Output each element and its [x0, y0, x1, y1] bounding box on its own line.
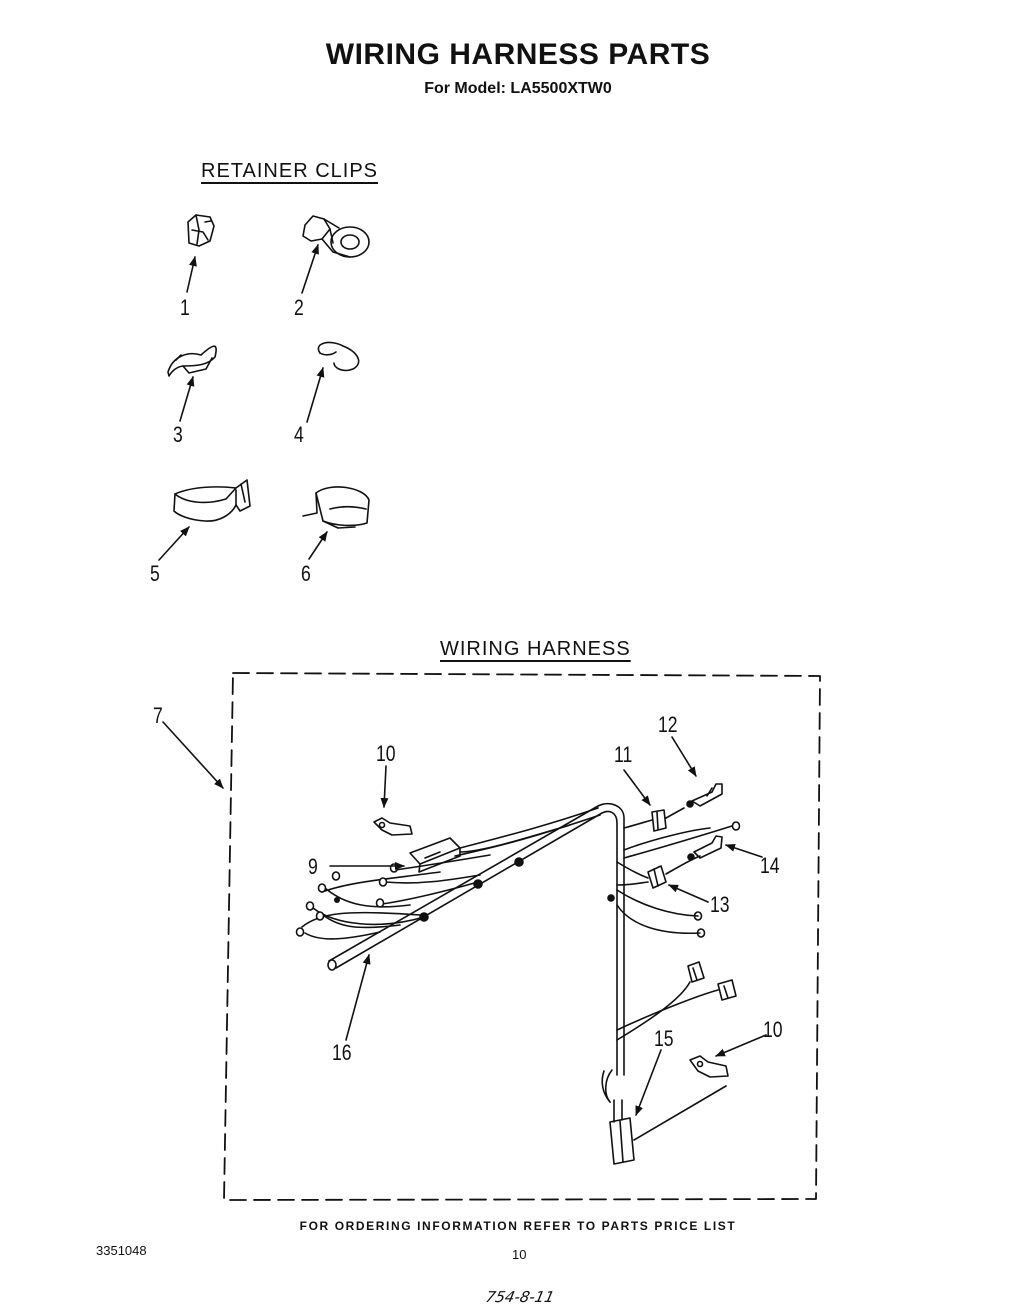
callout-5: 5 — [150, 561, 160, 586]
leader-4 — [307, 368, 323, 422]
retainer-clips-heading: RETAINER CLIPS — [201, 160, 378, 182]
connector-13 — [617, 826, 732, 888]
terminal-10-top — [374, 818, 412, 835]
callout-3: 3 — [173, 422, 183, 447]
callout-6: 6 — [301, 561, 311, 586]
page-number: 10 — [512, 1247, 527, 1262]
leader-6 — [309, 532, 327, 559]
leader-10-top — [384, 766, 386, 807]
callout-9: 9 — [308, 854, 318, 879]
leader-1 — [187, 257, 195, 292]
connector-11 — [624, 808, 684, 831]
callout-7: 7 — [153, 703, 163, 728]
callout-10-right: 10 — [763, 1017, 783, 1042]
callout-4: 4 — [294, 422, 304, 447]
ordering-note: FOR ORDERING INFORMATION REFER TO PARTS PRICE LIST — [299, 1219, 737, 1233]
harness-trunk — [328, 804, 624, 1102]
terminal-14 — [688, 836, 722, 860]
document-number: 3351048 — [96, 1243, 147, 1258]
model-subtitle: For Model: LA5500XTW0 — [424, 80, 612, 97]
terminal-12 — [687, 784, 722, 807]
plug-connectors — [617, 962, 736, 1040]
connector-15 — [610, 1086, 726, 1164]
leader-16 — [346, 955, 369, 1040]
wiring-harness-heading: WIRING HARNESS — [440, 638, 631, 660]
callout-11: 11 — [614, 742, 633, 767]
callout-16: 16 — [332, 1040, 352, 1065]
retainer-clip-2 — [303, 216, 369, 257]
leader-12 — [672, 737, 696, 776]
page-title: WIRING HARNESS PARTS — [325, 38, 711, 71]
retainer-clip-4 — [318, 342, 358, 370]
callout-1: 1 — [180, 295, 190, 320]
callout-14: 14 — [760, 853, 780, 878]
leader-13 — [669, 885, 708, 902]
retainer-clip-1 — [188, 215, 214, 246]
leader-14 — [726, 845, 762, 857]
leader-3 — [180, 377, 193, 421]
leader-5 — [159, 527, 189, 560]
callout-2: 2 — [294, 295, 304, 320]
leader-11 — [624, 770, 650, 805]
wire-lower-2 — [617, 890, 698, 916]
callout-13: 13 — [710, 892, 730, 917]
retainer-clip-6 — [303, 487, 369, 528]
leader-7 — [163, 722, 223, 788]
leader-10-right — [716, 1035, 766, 1056]
handwritten-note: 754-8-11 — [484, 1288, 557, 1306]
wire-bundle-left — [302, 808, 600, 939]
callout-10-top: 10 — [376, 741, 396, 766]
retainer-clip-3 — [168, 346, 216, 376]
retainer-clip-5 — [174, 480, 250, 521]
terminal-10-right — [690, 1056, 728, 1077]
callout-15: 15 — [654, 1026, 674, 1051]
leader-15 — [636, 1050, 661, 1115]
callout-12: 12 — [658, 712, 678, 737]
leader-2 — [302, 245, 318, 293]
ring-terminals — [297, 822, 740, 937]
